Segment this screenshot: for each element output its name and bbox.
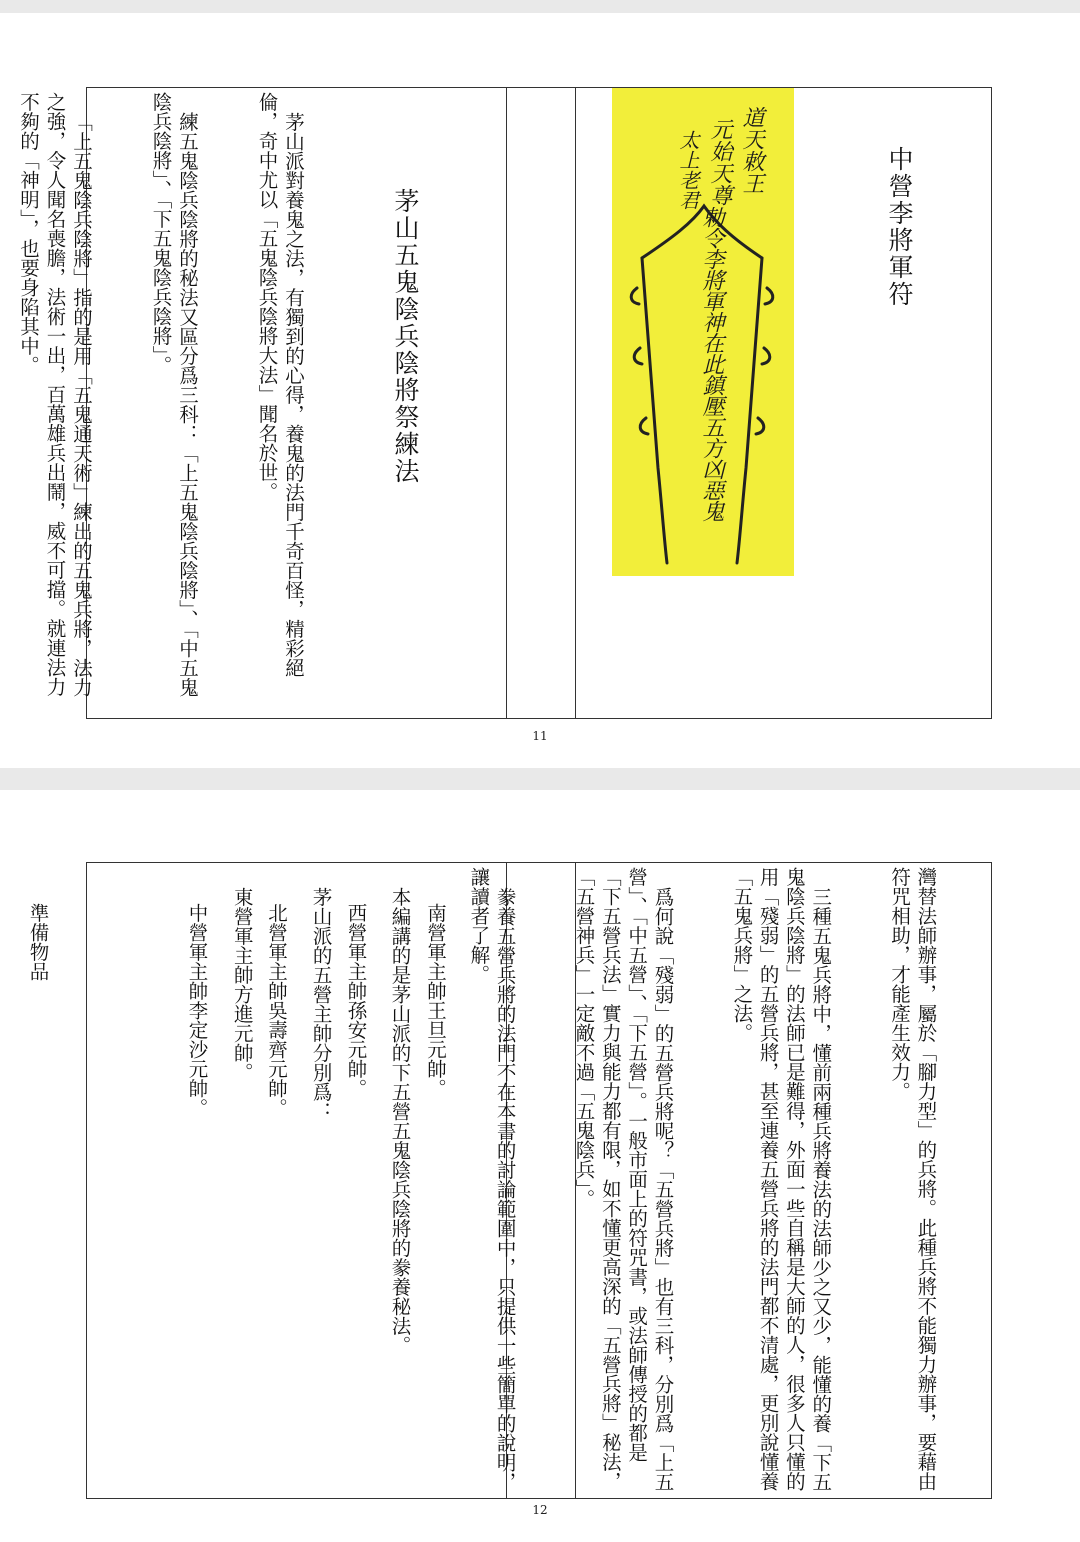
paragraph: 茅山派的五營主帥分別爲： xyxy=(309,886,333,1121)
list-item: 西營軍主帥孫安元帥。 xyxy=(344,903,368,1098)
paragraph: 爲何說「殘弱」的五營兵將呢？「五營兵將」也有三科，分別爲「上五營」、「中五營」、「下五營」。一般市面上的符咒書，或法師傳授的都是「下五營兵法」實力與能力都有限，如不懂更高深的「五營兵將」秘法，「五營神兵」一定敵不過「五鬼陰兵」。 xyxy=(572,867,675,1491)
talisman-line-2: 元始天尊 xyxy=(707,118,732,206)
talisman-line-1: 道天敕王 xyxy=(739,106,764,194)
paragraph: 三種五鬼兵將中，懂前兩種兵將養法的法師少之又少，能懂的養「下五鬼陰兵陰將」的法師已是難得，外面一些自稱是大師的人，很多人只懂的用「殘弱」的五營兵將，甚至連養五營兵將的法門都不清處，更別說懂養「五鬼兵將」之法。 xyxy=(730,867,833,1491)
list-spacer xyxy=(104,903,131,1483)
list-item: 南營軍主帥王旦元帥。 xyxy=(424,903,447,1098)
talisman-line-3: 太上老君 xyxy=(676,130,700,210)
page-number: 12 xyxy=(532,1503,548,1517)
talisman-line-4: 勅令李將軍神在此鎮壓五方凶惡鬼 xyxy=(699,206,724,521)
paragraph: 茅山派對養鬼之法，有獨到的心得，養鬼的法門千奇百怪，精彩絕倫，奇中尤以「五鬼陰兵陰將大法」聞名於世。 xyxy=(255,92,305,677)
talisman-image xyxy=(612,88,794,576)
divider xyxy=(575,88,576,718)
book-page-11 xyxy=(0,13,1080,768)
page-11-frame xyxy=(17,87,992,719)
page-12-frame xyxy=(26,862,992,1499)
paragraph: 本編講的是茅山派的下五營五鬼陰兵陰將的豢養秘法。 xyxy=(388,886,412,1355)
page-12-left-list xyxy=(26,903,501,1483)
list-item: 北營軍主帥吳壽齊元帥。 xyxy=(265,903,288,1118)
book-page-12 xyxy=(0,790,1080,1542)
paragraph: 灣替法師辦事，屬於「腳力型」的兵將。此種兵將不能獨力辦事，要藉由符咒相助，才能產生效力。 xyxy=(888,867,938,1491)
paragraph: 豢養五營兵將的法門不在本書的討論範圍中，只提供一些簡單的說明，讓讀者了解。 xyxy=(467,867,517,1491)
divider xyxy=(506,88,507,718)
paragraph: 練五鬼陰兵陰將的秘法又區分爲三科：「上五鬼陰兵陰將」、「中五鬼陰兵陰將」、「下五鬼陰兵陰將」。 xyxy=(149,92,199,697)
section-title: 茅山五鬼陰兵陰將祭練法 xyxy=(391,188,420,485)
paragraph: 「上五鬼陰兵陰將」指的是用「五鬼通天術」練出的五鬼兵將，法力之強，令人聞名喪膽，法術一出，百萬雄兵出鬧，威不可擋。就連法力不夠的「神明」，也要身陷其中。 xyxy=(17,92,93,697)
talisman-title: 中營李將軍符 xyxy=(885,146,914,308)
list-heading: 準備物品 xyxy=(26,903,50,981)
talisman-panel xyxy=(575,88,991,718)
paragraph: 東營軍主帥方進元帥。 xyxy=(230,886,254,1082)
page-number: 11 xyxy=(532,729,548,743)
list-item: 中營軍主帥李定沙元帥。 xyxy=(185,903,209,1118)
page-11-body xyxy=(17,92,359,708)
